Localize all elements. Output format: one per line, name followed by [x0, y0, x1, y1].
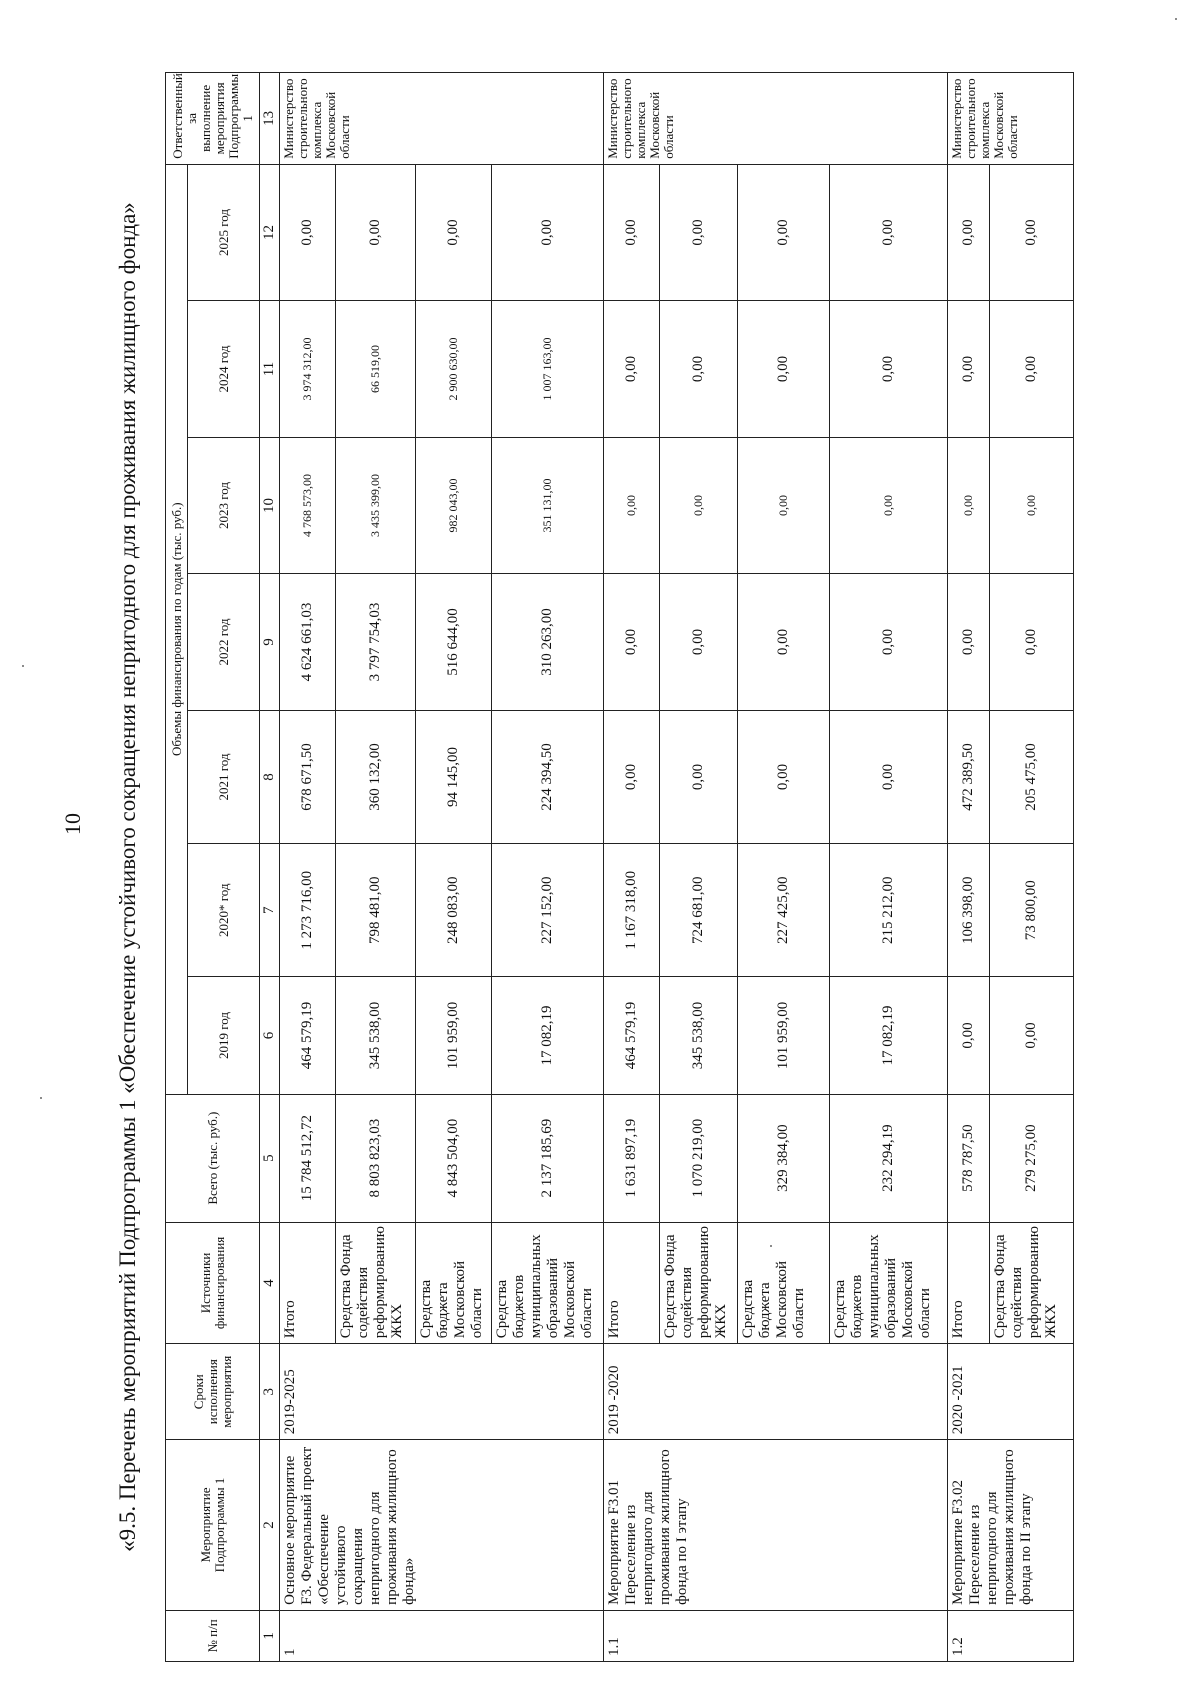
year-value: 0,00 — [738, 710, 830, 843]
year-value: 0,00 — [660, 301, 738, 438]
year-value: 3 797 754,03 — [336, 574, 416, 711]
year-value: 0,00 — [830, 164, 948, 301]
row-number: 1.2 — [948, 1610, 1074, 1661]
column-number: 4 — [260, 1222, 280, 1344]
year-value: 101 959,00 — [738, 977, 830, 1094]
page-number: 10 — [60, 813, 85, 835]
responsible: Министерство строительного комплекса Московской области — [280, 73, 604, 165]
column-number: 13 — [260, 73, 280, 165]
year-value: 0,00 — [948, 164, 990, 301]
year-value: 464 579,19 — [280, 977, 336, 1094]
year-value: 472 389,50 — [948, 710, 990, 843]
year-value: 3 435 399,00 — [336, 437, 416, 574]
funding-table — [165, 72, 1074, 1662]
column-number: 8 — [260, 710, 280, 843]
year-value: 227 152,00 — [492, 844, 604, 977]
year-value: 0,00 — [660, 437, 738, 574]
year-value: 0,00 — [738, 574, 830, 711]
year-value: 0,00 — [660, 710, 738, 843]
responsible: Министерство строительного комплекса Московской области — [604, 73, 948, 165]
scan-speck — [40, 1097, 42, 1099]
year-value: 0,00 — [336, 164, 416, 301]
header-sources: Источники финансирования — [166, 1222, 260, 1344]
row-number: 1.1 — [604, 1610, 948, 1661]
year-value: 345 538,00 — [660, 977, 738, 1094]
funding-source: Итого — [604, 1222, 660, 1344]
year-value: 73 800,00 — [990, 844, 1074, 977]
year-value: 0,00 — [990, 437, 1074, 574]
header-year: 2019 год — [188, 977, 260, 1094]
year-value: 0,00 — [948, 977, 990, 1094]
header-year: 2022 год — [188, 574, 260, 711]
funding-source: Средства бюджета Московской области — [738, 1222, 830, 1344]
year-value: 0,00 — [604, 574, 660, 711]
year-value: 0,00 — [660, 164, 738, 301]
total-value: 1 070 219,00 — [660, 1094, 738, 1222]
total-value: 15 784 512,72 — [280, 1094, 336, 1222]
year-value: 0,00 — [990, 574, 1074, 711]
year-value: 0,00 — [830, 301, 948, 438]
year-value: 0,00 — [990, 301, 1074, 438]
scan-speck — [22, 665, 24, 667]
year-value: 66 519,00 — [336, 301, 416, 438]
year-value: 1 167 318,00 — [604, 844, 660, 977]
year-value: 345 538,00 — [336, 977, 416, 1094]
year-value: 1 007 163,00 — [492, 301, 604, 438]
year-value: 1 273 716,00 — [280, 844, 336, 977]
year-value: 0,00 — [604, 710, 660, 843]
year-value: 3 974 312,00 — [280, 301, 336, 438]
year-value: 0,00 — [830, 710, 948, 843]
column-number: 7 — [260, 844, 280, 977]
column-number: 11 — [260, 301, 280, 438]
year-value: 215 212,00 — [830, 844, 948, 977]
year-value: 0,00 — [948, 301, 990, 438]
year-value: 0,00 — [604, 164, 660, 301]
year-value: 310 263,00 — [492, 574, 604, 711]
total-value: 2 137 185,69 — [492, 1094, 604, 1222]
table-row — [280, 73, 336, 1662]
year-value: 205 475,00 — [990, 710, 1074, 843]
event-name: Основное мероприятие F3. Федеральный проект «Обеспечение устойчивого сокращения непригодного для проживания жилищного фонда» — [280, 1440, 604, 1611]
year-value: 360 132,00 — [336, 710, 416, 843]
header-total: Всего (тыс. руб.) — [166, 1094, 260, 1222]
year-value: 2 900 630,00 — [416, 301, 492, 438]
year-value: 0,00 — [990, 977, 1074, 1094]
year-value: 351 131,00 — [492, 437, 604, 574]
year-value: 17 082,19 — [830, 977, 948, 1094]
year-value: 0,00 — [830, 574, 948, 711]
header-no: № п/п — [166, 1610, 260, 1661]
year-value: 0,00 — [604, 301, 660, 438]
year-value: 0,00 — [660, 574, 738, 711]
year-value: 798 481,00 — [336, 844, 416, 977]
responsible: Министерство строительного комплекса Московской области — [948, 73, 1074, 165]
funding-source: Средства Фонда содействия реформированию ЖКХ — [336, 1222, 416, 1344]
year-value: 17 082,19 — [492, 977, 604, 1094]
total-value: 1 631 897,19 — [604, 1094, 660, 1222]
scan-speck — [1175, 18, 1177, 20]
header-year: 2020* год — [188, 844, 260, 977]
year-value: 0,00 — [416, 164, 492, 301]
funding-source: Средства бюджета Московской области — [416, 1222, 492, 1344]
year-value: 106 398,00 — [948, 844, 990, 977]
column-number: 2 — [260, 1440, 280, 1611]
event-period: 2019-2025 — [280, 1344, 604, 1440]
event-period: 2020 -2021 — [948, 1344, 1074, 1440]
total-value: 329 384,00 — [738, 1094, 830, 1222]
event-name: Мероприятие F3.01 Переселение из непригодного для проживания жилищного фонда по I этапу — [604, 1440, 948, 1611]
funding-source: Средства Фонда содействия реформированию ЖКХ — [660, 1222, 738, 1344]
funding-source: Итого — [948, 1222, 990, 1344]
year-value: 0,00 — [738, 164, 830, 301]
table-row — [604, 73, 660, 1662]
header-period: Сроки исполнения мероприятия — [166, 1344, 260, 1440]
year-value: 4 624 661,03 — [280, 574, 336, 711]
total-value: 578 787,50 — [948, 1094, 990, 1222]
scan-speck — [770, 1245, 772, 1247]
column-number: 6 — [260, 977, 280, 1094]
column-number: 1 — [260, 1610, 280, 1661]
document-title: «9.5. Перечень мероприятий Подпрограммы 1 «Обеспечение устойчивого сокращения непригодного для проживания жилищного фонда» — [115, 202, 140, 1552]
header-responsible: Ответственный за выполнение мероприятия Подпрограммы 1 — [166, 73, 260, 165]
funding-source: Средства Фонда содействия реформированию ЖКХ — [990, 1222, 1074, 1344]
header-year: 2025 год — [188, 164, 260, 301]
year-value: 101 959,00 — [416, 977, 492, 1094]
year-value: 4 768 573,00 — [280, 437, 336, 574]
funding-source: Средства бюджетов муниципальных образований Московской области — [830, 1222, 948, 1344]
year-value: 0,00 — [948, 574, 990, 711]
column-number: 3 — [260, 1344, 280, 1440]
year-value: 0,00 — [990, 164, 1074, 301]
year-value: 464 579,19 — [604, 977, 660, 1094]
column-number: 9 — [260, 574, 280, 711]
total-value: 232 294,19 — [830, 1094, 948, 1222]
year-value: 227 425,00 — [738, 844, 830, 977]
year-value: 0,00 — [492, 164, 604, 301]
funding-source: Средства бюджетов муниципальных образований Московской области — [492, 1222, 604, 1344]
total-value: 279 275,00 — [990, 1094, 1074, 1222]
column-number-row — [260, 73, 280, 1662]
header-year: 2024 год — [188, 301, 260, 438]
column-number: 5 — [260, 1094, 280, 1222]
column-number: 10 — [260, 437, 280, 574]
year-value: 0,00 — [948, 437, 990, 574]
year-value: 516 644,00 — [416, 574, 492, 711]
event-period: 2019 -2020 — [604, 1344, 948, 1440]
table-row — [948, 73, 990, 1662]
header-event: Мероприятие Подпрограммы 1 — [166, 1440, 260, 1611]
year-value: 982 043,00 — [416, 437, 492, 574]
year-value: 94 145,00 — [416, 710, 492, 843]
header-years-group: Объемы финансирования по годам (тыс. руб.) — [166, 164, 188, 1094]
header-year: 2023 год — [188, 437, 260, 574]
year-value: 0,00 — [830, 437, 948, 574]
year-value: 678 671,50 — [280, 710, 336, 843]
year-value: 224 394,50 — [492, 710, 604, 843]
year-value: 0,00 — [280, 164, 336, 301]
year-value: 0,00 — [738, 437, 830, 574]
total-value: 8 803 823,03 — [336, 1094, 416, 1222]
row-number: 1 — [280, 1610, 604, 1661]
column-number: 12 — [260, 164, 280, 301]
total-value: 4 843 504,00 — [416, 1094, 492, 1222]
year-value: 724 681,00 — [660, 844, 738, 977]
year-value: 0,00 — [738, 301, 830, 438]
event-name: Мероприятие F3.02 Переселение из непригодного для проживания жилищного фонда по II этапу — [948, 1440, 1074, 1611]
year-value: 0,00 — [604, 437, 660, 574]
funding-source: Итого — [280, 1222, 336, 1344]
header-year: 2021 год — [188, 710, 260, 843]
year-value: 248 083,00 — [416, 844, 492, 977]
